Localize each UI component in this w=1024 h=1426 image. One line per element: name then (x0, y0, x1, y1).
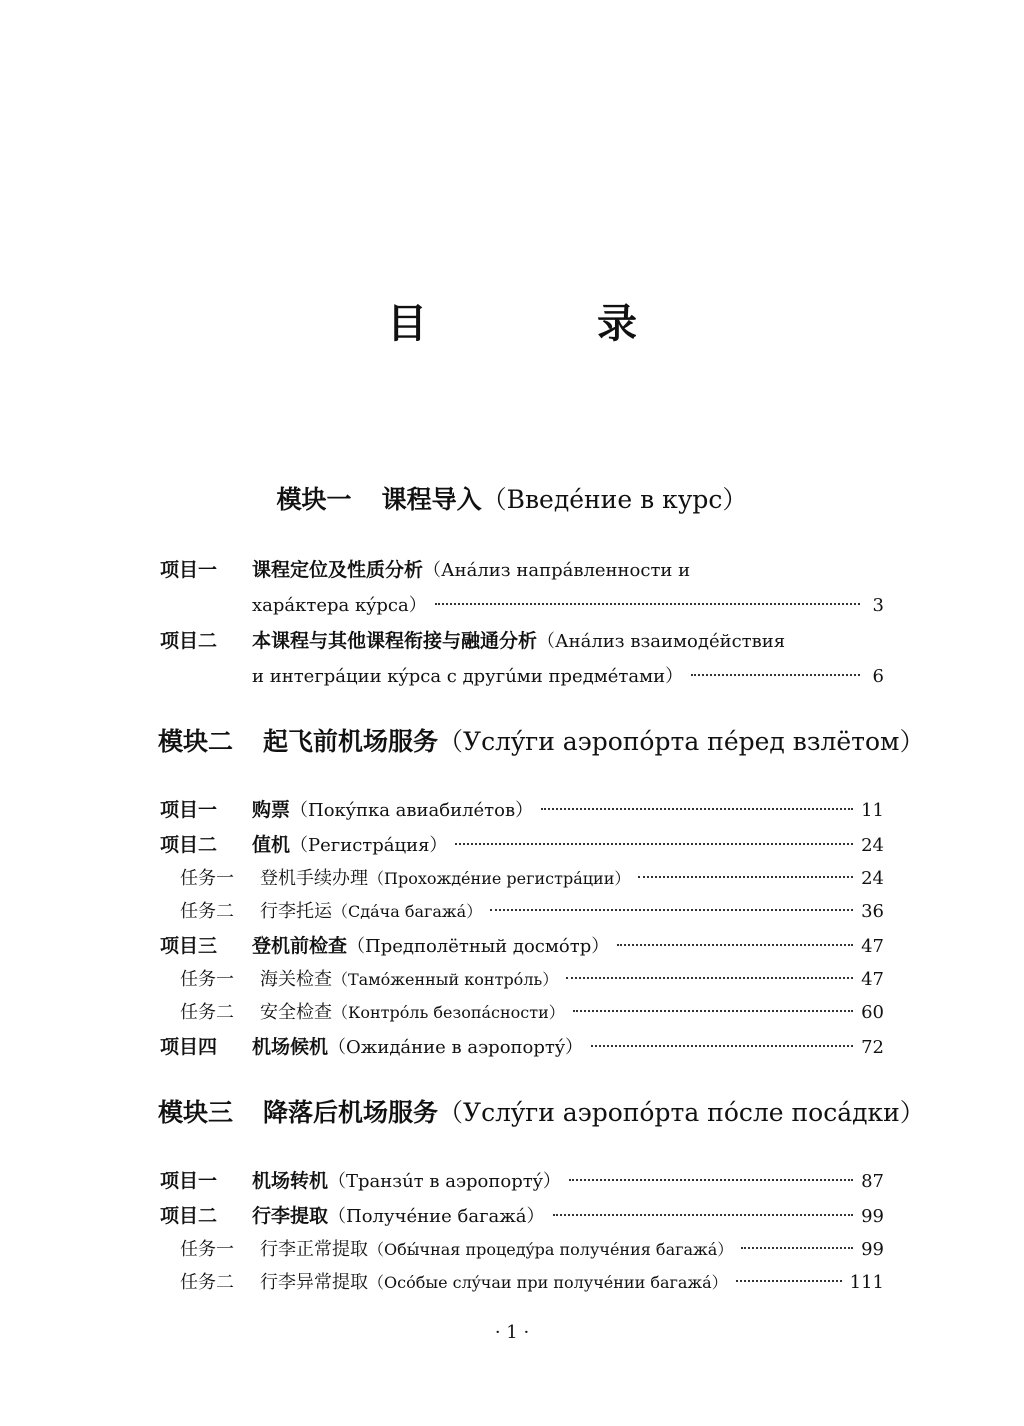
leader-dots (691, 674, 860, 676)
leader-dots (741, 1247, 853, 1249)
toc-task-entry[interactable] (180, 1236, 884, 1264)
page-number: 24 (861, 868, 884, 889)
entry-title-cn: 行李异常提取 (260, 1272, 368, 1293)
entry-title-ru: （Контрóль безопáсности） (332, 1003, 565, 1022)
page-number: 99 (861, 1239, 884, 1260)
entry-label: 项目一 (160, 559, 218, 581)
toc-task-entry[interactable] (180, 966, 884, 994)
module-3-heading (158, 1097, 925, 1129)
entry-label: 项目一 (160, 799, 218, 821)
leader-dots (541, 808, 853, 810)
module-number: 模块三 (158, 1098, 234, 1127)
toc-entry[interactable] (160, 627, 884, 655)
leader-dots (490, 909, 853, 911)
entry-title-ru: （Обы́чная процедýра получéния багажá） (368, 1240, 734, 1259)
page-number: 47 (861, 969, 884, 990)
entry-title-cn: 行李托运 (260, 901, 332, 922)
leader-dots (553, 1214, 854, 1216)
toc-task-entry[interactable] (180, 898, 884, 926)
entry-title-ru: （Ожидáние в аэропортý） (328, 1037, 584, 1058)
entry-title-cn: 行李正常提取 (260, 1239, 368, 1260)
entry-title-ru-cont: и интегрáции кýрса с другúми предмéтами） (252, 666, 684, 687)
toc-task-entry[interactable] (180, 865, 884, 893)
entry-title-cn: 机场转机 (252, 1170, 329, 1192)
toc-entry[interactable] (160, 932, 884, 960)
toc-entry[interactable] (160, 1202, 884, 1230)
entry-label: 任务一 (180, 868, 234, 889)
entry-title-ru: （Прохождéние регистрáции） (368, 869, 631, 888)
entry-title-cn: 课程定位及性质分析 (252, 559, 424, 581)
page-number: 11 (861, 800, 884, 821)
entry-title-cn: 行李提取 (252, 1205, 329, 1227)
entry-title-ru: （Транзúт в аэропортý） (328, 1171, 561, 1192)
leader-dots (736, 1280, 842, 1282)
entry-title-cn: 安全检查 (260, 1002, 332, 1023)
entry-label: 任务一 (180, 969, 234, 990)
entry-label: 项目四 (160, 1036, 218, 1058)
entry-title-cn: 登机前检查 (252, 935, 348, 957)
toc-task-entry[interactable] (180, 999, 884, 1027)
entry-label: 项目三 (160, 935, 218, 957)
page-number: 99 (861, 1206, 884, 1227)
toc-entry[interactable] (160, 831, 884, 859)
toc-entry[interactable] (160, 796, 884, 824)
page-number: 87 (861, 1171, 884, 1192)
page-number: 24 (861, 835, 884, 856)
entry-title-ru: （Предполётный досмóтр） (347, 936, 610, 957)
leader-dots (591, 1045, 853, 1047)
leader-dots (566, 977, 853, 979)
entry-label: 项目二 (160, 834, 218, 856)
page-footer: · 1 · (494, 1322, 530, 1343)
entry-title-cn: 海关检查 (260, 969, 332, 990)
entry-label: 项目二 (160, 630, 218, 652)
toc-task-entry[interactable] (180, 1269, 884, 1297)
entry-title-ru: （Получéние багажá） (328, 1206, 545, 1227)
entry-title-ru: （Сдáча багажá） (332, 902, 483, 921)
entry-title-ru-cont: харáктера кýрса） (252, 595, 427, 616)
entry-label: 项目一 (160, 1170, 218, 1192)
module-title-ru: （Услýги аэропóрта пóсле посáдки） (438, 1098, 925, 1127)
entry-title-ru: （Анáлиз взаимодéйствия (537, 631, 786, 652)
entry-title-ru: （Анáлиз напрáвленности и (423, 560, 691, 581)
page-number: 60 (861, 1002, 884, 1023)
module-title-cn: 起飞前机场服务 (263, 727, 439, 756)
entry-title-cn: 本课程与其他课程衔接与融通分析 (252, 630, 538, 652)
page-number: 111 (849, 1272, 884, 1293)
entry-title-ru: （Покýпка авиабилéтов） (290, 800, 534, 821)
page-number: 36 (861, 901, 884, 922)
entry-label: 任务二 (180, 1272, 234, 1293)
leader-dots (435, 603, 860, 605)
module-title-cn: 降落后机场服务 (263, 1098, 439, 1127)
leader-dots (569, 1179, 853, 1181)
toc-entry-continuation[interactable] (252, 663, 884, 691)
page-number: 6 (872, 666, 884, 687)
toc-entry[interactable] (160, 1167, 884, 1195)
module-title-cn: 课程导入 (381, 485, 482, 514)
toc-entry-continuation[interactable] (252, 592, 884, 620)
page-number: 3 (872, 595, 884, 616)
page-number: 47 (861, 936, 884, 957)
toc-entry[interactable] (160, 1033, 884, 1061)
entry-title-cn: 购票 (252, 799, 291, 821)
module-1-heading (0, 484, 1024, 516)
leader-dots (573, 1010, 853, 1012)
module-2-heading (158, 726, 925, 758)
toc-entry[interactable] (160, 556, 884, 584)
page-number: 72 (861, 1037, 884, 1058)
entry-label: 任务一 (180, 1239, 234, 1260)
entry-title-cn: 登机手续办理 (260, 868, 368, 889)
entry-title-cn: 值机 (252, 834, 291, 856)
entry-label: 任务二 (180, 901, 234, 922)
module-title-ru: （Услýги аэропóрта пéред взлётом） (438, 727, 925, 756)
entry-label: 任务二 (180, 1002, 234, 1023)
entry-title-ru: （Регистрáция） (290, 835, 448, 856)
leader-dots (638, 876, 853, 878)
leader-dots (617, 944, 853, 946)
page-title: 目 录 (387, 300, 715, 347)
module-number: 模块一 (276, 485, 352, 514)
entry-title-ru: （Осóбые слýчаи при получéнии багажá） (368, 1273, 728, 1292)
entry-label: 项目二 (160, 1205, 218, 1227)
leader-dots (455, 843, 853, 845)
entry-title-ru: （Тамóженный контрóль） (332, 970, 559, 989)
entry-title-cn: 机场候机 (252, 1036, 329, 1058)
module-title-ru: （Введéние в курс） (481, 485, 748, 514)
module-number: 模块二 (158, 727, 234, 756)
